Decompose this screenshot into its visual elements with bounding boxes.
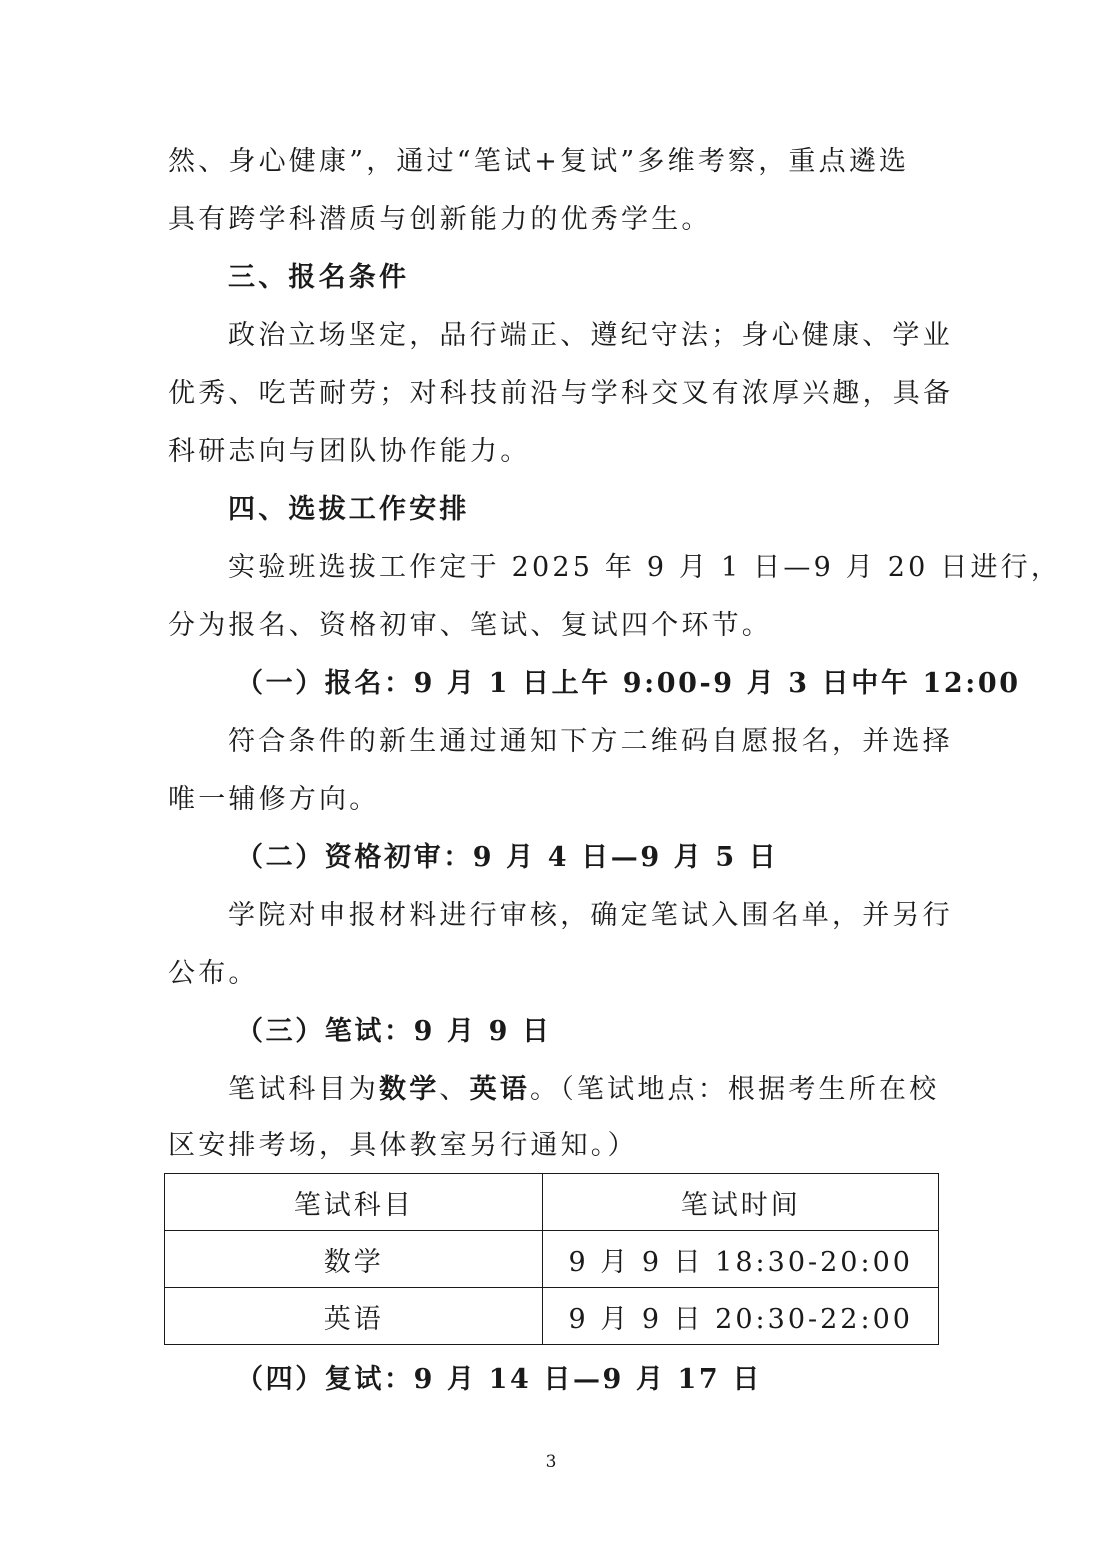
paragraph-line: 具有跨学科潜质与创新能力的优秀学生。: [168, 204, 712, 235]
table-header-cell: 笔试时间: [543, 1174, 939, 1231]
exam-schedule-table: [164, 1173, 939, 1345]
subsection-heading-written-exam: （三）笔试：9 月 9 日: [236, 1016, 552, 1047]
paragraph-line: 公布。: [168, 958, 259, 989]
table-header-row: [165, 1174, 939, 1231]
paragraph-line: 政治立场坚定，品行端正、遵纪守法；身心健康、学业: [228, 320, 953, 351]
table-cell: 英语: [165, 1288, 543, 1345]
table-row: [165, 1231, 939, 1288]
page-number: 3: [545, 1452, 557, 1472]
table-cell: 9 月 9 日 18:30-20:00: [543, 1231, 939, 1288]
paragraph-line: 符合条件的新生通过通知下方二维码自愿报名，并选择: [228, 726, 953, 757]
paragraph-line: 优秀、吃苦耐劳；对科技前沿与学科交叉有浓厚兴趣，具备: [168, 378, 954, 409]
table-row: [165, 1288, 939, 1345]
paragraph-line: [228, 1070, 938, 1110]
bold-subject-math: 数学: [379, 1074, 440, 1105]
table-cell: 9 月 9 日 20:30-22:00: [543, 1288, 939, 1345]
text-run: 笔试科目为: [228, 1074, 379, 1105]
subsection-heading-registration: （一）报名：9 月 1 日上午 9:00-9 月 3 日中午 12:00: [236, 668, 1021, 699]
text-run: 。（笔试地点：根据考生所在校: [530, 1074, 940, 1105]
paragraph-line: 分为报名、资格初审、笔试、复试四个环节。: [168, 610, 772, 641]
paragraph-line: 区安排考场，具体教室另行通知。）: [168, 1130, 638, 1161]
section-heading-4: 四、选拔工作安排: [228, 494, 470, 525]
paragraph-line: 唯一辅修方向。: [168, 784, 380, 815]
paragraph-line: 实验班选拔工作定于 2025 年 9 月 1 日—9 月 20 日进行，: [228, 552, 1062, 583]
bold-subject-english: 英语: [469, 1074, 531, 1105]
paragraph-line: 学院对申报材料进行审核，确定笔试入围名单，并另行: [228, 900, 953, 931]
section-heading-3: 三、报名条件: [228, 262, 410, 293]
subsection-heading-interview: （四）复试：9 月 14 日—9 月 17 日: [236, 1364, 762, 1395]
text-run: 、: [439, 1074, 470, 1105]
paragraph-line: 科研志向与团队协作能力。: [168, 436, 531, 467]
table-header-cell: 笔试科目: [165, 1174, 543, 1231]
paragraph-line: 然、身心健康”，通过“笔试+复试”多维考察，重点遴选: [168, 146, 910, 177]
table-cell: 数学: [165, 1231, 543, 1288]
subsection-heading-review: （二）资格初审：9 月 4 日—9 月 5 日: [236, 842, 779, 873]
